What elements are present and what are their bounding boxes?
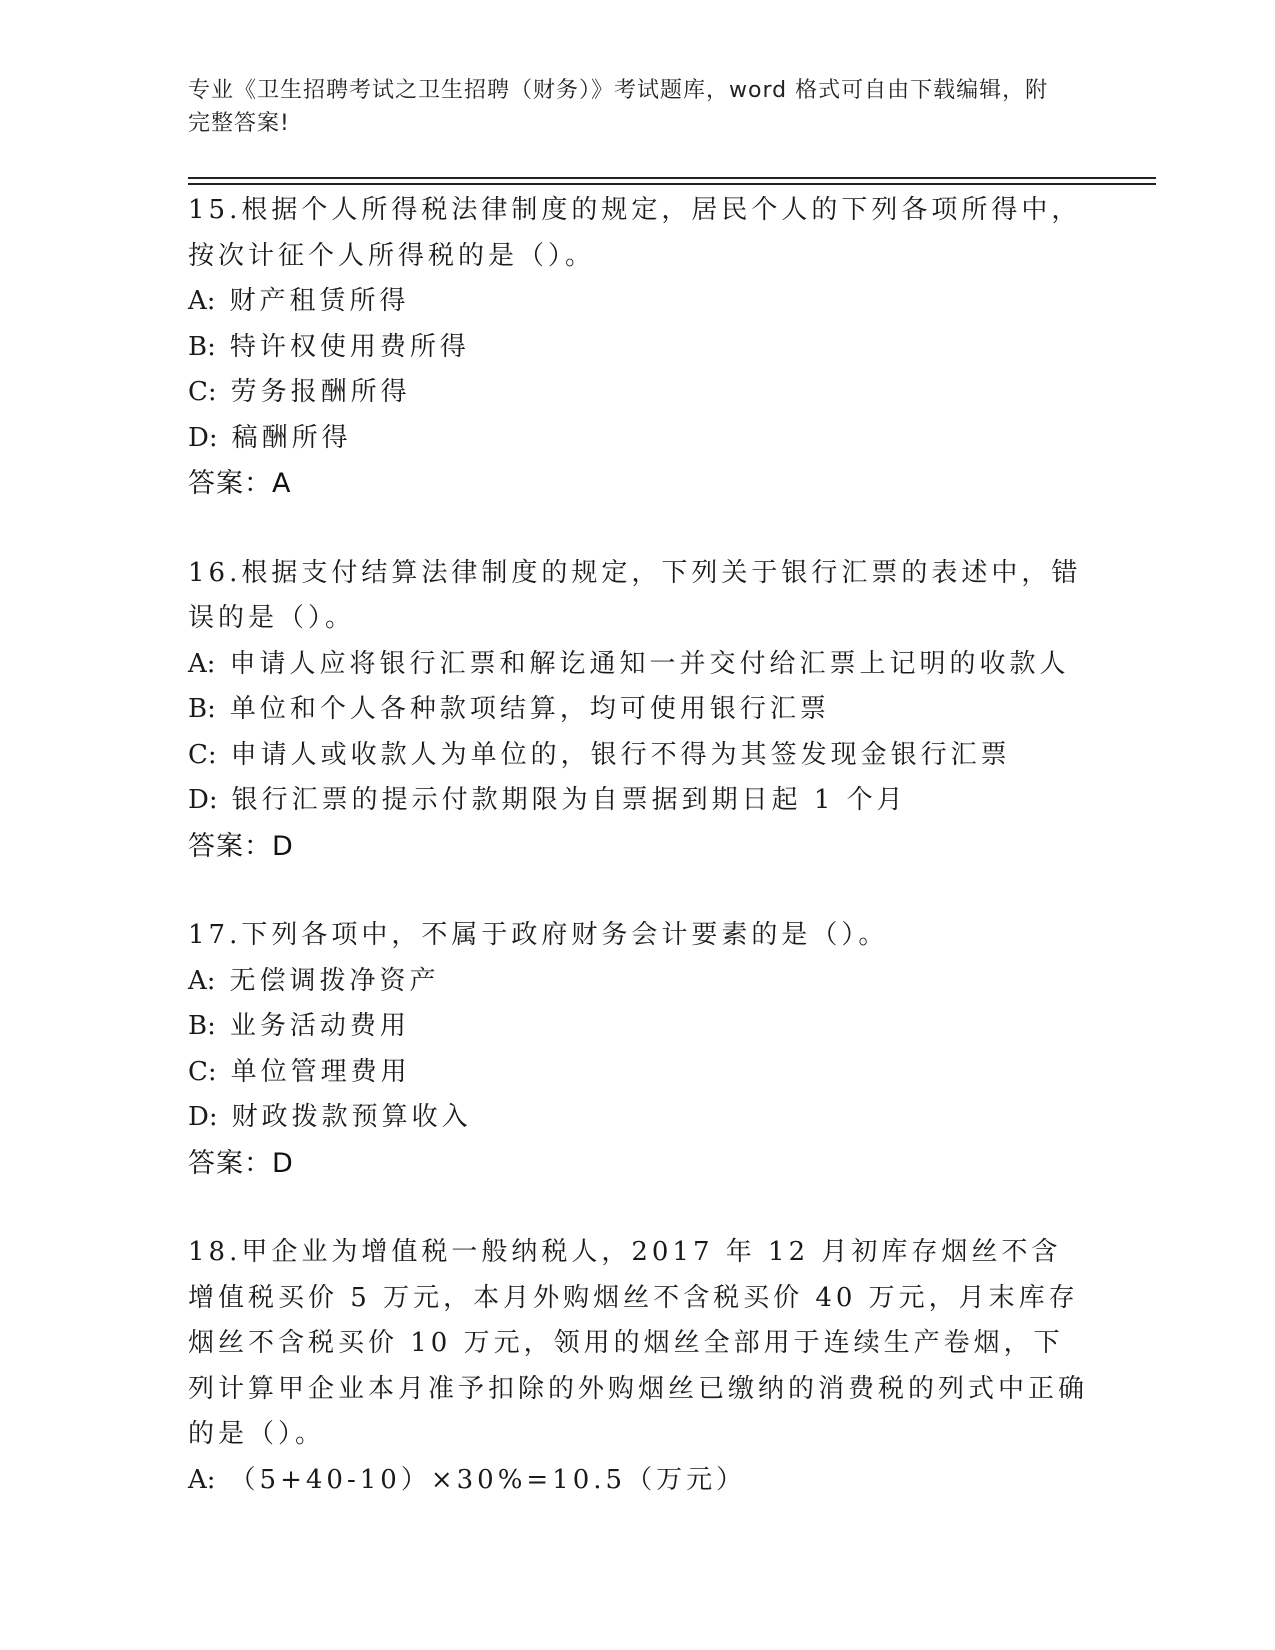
option-letter: A: bbox=[188, 1464, 216, 1495]
option-d bbox=[188, 778, 1088, 824]
option-text: 申请人或收款人为单位的，银行不得为其签发现金银行汇票 bbox=[230, 739, 1011, 770]
question-18 bbox=[188, 1230, 1088, 1503]
question-stem: 15.根据个人所得税法律制度的规定，居民个人的下列各项所得中，按次计征个人所得税的是（）。 bbox=[188, 195, 1082, 271]
question-stem: 17.下列各项中，不属于政府财务会计要素的是（）。 bbox=[188, 920, 889, 950]
option-text: 业务活动费用 bbox=[229, 1011, 410, 1041]
option-b bbox=[188, 687, 1088, 733]
option-text: 劳务报酬所得 bbox=[230, 377, 411, 407]
option-text: 财产租赁所得 bbox=[229, 286, 410, 316]
option-letter: D: bbox=[188, 422, 218, 453]
option-letter: B: bbox=[188, 694, 216, 724]
option-text: 稿酬所得 bbox=[231, 422, 352, 453]
answer-line: 答案：D bbox=[188, 1147, 294, 1179]
option-letter: A: bbox=[188, 648, 216, 679]
option-c bbox=[188, 733, 1088, 779]
option-b bbox=[188, 1004, 1088, 1050]
option-letter: C: bbox=[188, 739, 217, 770]
question-15 bbox=[188, 188, 1088, 507]
option-c bbox=[188, 1050, 1088, 1096]
option-b bbox=[188, 325, 1088, 371]
option-letter: A: bbox=[188, 965, 216, 996]
option-text: （5+40-10）×30%=10.5（万元） bbox=[229, 1464, 747, 1495]
option-text: 无偿调拨净资产 bbox=[229, 965, 440, 996]
option-text: 单位管理费用 bbox=[230, 1056, 411, 1087]
option-text: 特许权使用费所得 bbox=[229, 331, 470, 362]
option-letter: A: bbox=[188, 286, 216, 316]
option-a bbox=[188, 279, 1088, 325]
option-a bbox=[188, 642, 1088, 688]
header-rule-bottom bbox=[188, 183, 1156, 185]
option-text: 财政拨款预算收入 bbox=[231, 1102, 472, 1132]
option-a bbox=[188, 959, 1088, 1005]
option-a bbox=[188, 1458, 1088, 1504]
option-text: 银行汇票的提示付款期限为自票据到期日起 1 个月 bbox=[231, 785, 907, 815]
option-text: 单位和个人各种款项结算，均可使用银行汇票 bbox=[229, 694, 830, 724]
answer-line: 答案：D bbox=[188, 830, 294, 862]
option-text: 申请人应将银行汇票和解讫通知一并交付给汇票上记明的收款人 bbox=[229, 648, 1070, 679]
option-letter: C: bbox=[188, 377, 217, 407]
question-stem: 18.甲企业为增值税一般纳税人，2017 年 12 月初库存烟丝不含增值税买价 5 万元，本月外购烟丝不含税买价 40 万元，月末库存烟丝不含税买价 10 万元，领用的烟丝全部用于连续生产卷烟，下列计算甲企业本月准予扣除的外购烟丝已缴纳的消费税的列式中正确的是（）。 bbox=[188, 1237, 1089, 1449]
document-header: 专业《卫生招聘考试之卫生招聘（财务）》考试题库，word 格式可自由下载编辑，附完整答案! bbox=[188, 78, 1049, 136]
option-letter: D: bbox=[188, 1102, 218, 1132]
option-d bbox=[188, 1095, 1088, 1141]
header-rule-top bbox=[188, 177, 1156, 179]
option-letter: C: bbox=[188, 1056, 217, 1087]
option-letter: D: bbox=[188, 785, 218, 815]
answer-line: 答案：A bbox=[188, 468, 292, 499]
option-letter: B: bbox=[188, 1011, 216, 1041]
option-letter: B: bbox=[188, 331, 216, 362]
option-d bbox=[188, 416, 1088, 462]
question-17 bbox=[188, 913, 1088, 1186]
question-16 bbox=[188, 551, 1088, 870]
option-c bbox=[188, 370, 1088, 416]
question-list bbox=[188, 188, 1088, 1503]
question-stem: 16.根据支付结算法律制度的规定，下列关于银行汇票的表述中，错误的是（）。 bbox=[188, 557, 1082, 633]
